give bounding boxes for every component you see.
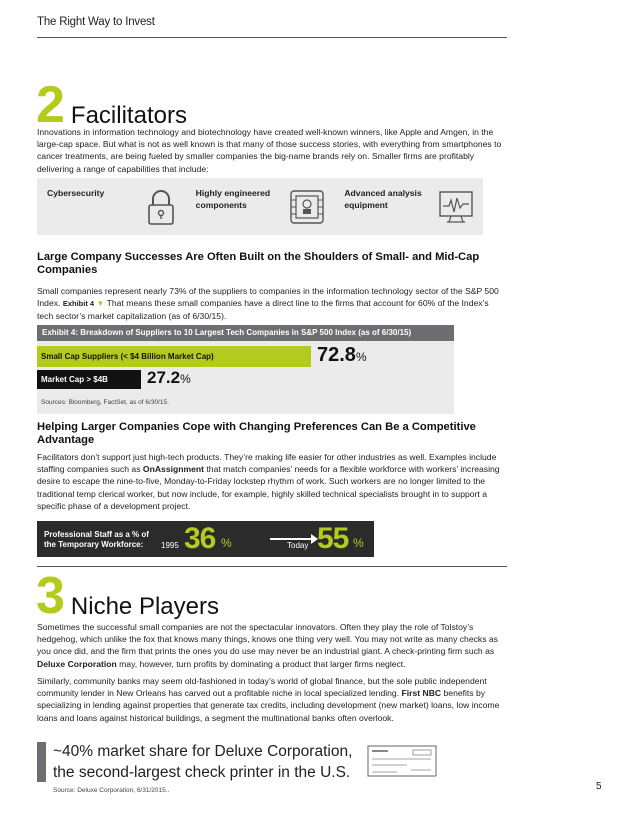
paragraph-text: Sometimes the successful small companies are not the spectacular innovators. Often they play the role of Tolstoy’s hedgehog, which unlike the fox that knows many things, knows one thing very well. You may not write as many checks as you once did, and the firm that prints the ones you do use may never be an industrial giant. A check-printing firm such as: [37, 622, 498, 657]
capability-cybersecurity: [37, 178, 186, 235]
capability-label: Advanced analysis equipment: [344, 188, 422, 210]
stat-1995-value: 36: [184, 522, 216, 555]
paragraph-text: may, however, turn profits by dominating a product that larger firms neglect.: [119, 658, 406, 669]
header-divider: [37, 37, 507, 38]
capability-label: Cybersecurity: [47, 188, 105, 198]
capability-label: Highly engineered components: [195, 188, 271, 210]
capability-components: [186, 178, 335, 235]
paragraph-text: Facilitators don’t support just high-tech products. They’re making life easier for other industries as well. Examples include staffing companies such as: [37, 452, 497, 475]
staff-stat-label: Professional Staff as a % of the Temporary Workforce:: [44, 530, 149, 549]
padlock-icon: [144, 188, 178, 226]
year-1995: 1995: [161, 541, 179, 550]
company-name: First NBC: [401, 688, 442, 699]
stat-today-value: 55: [317, 522, 349, 555]
capability-analysis-equipment: [334, 178, 483, 235]
arrow-right-icon: [270, 538, 314, 540]
capabilities-panel: [37, 178, 483, 235]
check-document-icon: [367, 745, 437, 777]
bar-small-cap: Small Cap Suppliers (< $4 Billion Market Cap): [37, 346, 311, 367]
niche-paragraph-1: [37, 621, 507, 670]
section-number: 3: [36, 567, 63, 625]
paragraph-text: That means these small companies have a direct line to the firms that account for 60% of the Index’s tech sector’s market capitalization (as of 6/30/15).: [37, 298, 489, 322]
subheading-shoulders: Large Company Successes Are Often Built on the Shoulders of Small- and Mid-Cap Companies: [37, 251, 480, 276]
section-title: Facilitators: [70, 102, 187, 129]
section-number: 2: [36, 76, 63, 134]
page-number: 5: [596, 781, 602, 792]
stat-today-unit: %: [353, 536, 364, 550]
paragraph-text: Similarly, community banks may seem old-fashioned in today’s world of global finance, but the sole public independent community lender in New Orleans has carved out a profitable niche in local specialized lending.: [37, 676, 487, 699]
facilitators-intro: Innovations in information technology and biotechnology have created well-known winners, like Apple and Amgen, in the large-cap space. But what is not as well known is that many of those success stories, with everything from smartphones to cancer treatments, are being fueled by smaller companies the big-name brands rely on. Smaller firms are profitably delivering a range of capabilities that include:: [37, 127, 502, 174]
callout-line: the second-largest check printer in the U.S.: [53, 764, 351, 781]
callout-accent-bar: [37, 742, 46, 782]
staff-stat-banner: [37, 521, 374, 557]
value-large-cap: 27.2%: [147, 368, 191, 387]
chip-component-icon: [288, 188, 326, 226]
callout-line: ~40% market share for Deluxe Corporation,: [53, 743, 353, 760]
monitor-waveform-icon: [437, 188, 475, 226]
paragraph-text: benefits by specializing in lending against properties that generate tax credits, including development (new market) loans, low income loans and loans against historical buildings, a segment the multinational banks often overlook.: [37, 688, 500, 723]
exhibit-4-chart: [37, 325, 454, 414]
bar-large-cap: Market Cap > $4B: [37, 370, 141, 389]
section-divider: [37, 566, 507, 567]
exhibit-reference: Exhibit 4: [62, 299, 95, 309]
stat-1995-unit: %: [221, 536, 232, 550]
paragraph-text: Small companies represent nearly 73% of the suppliers to companies in the information technology sector of the S&P 500 Index.: [37, 286, 499, 309]
exhibit-source: Sources: Bloomberg, FactSet, as of 6/30/15.: [41, 399, 169, 406]
section-3-heading: [36, 567, 219, 625]
exhibit-title: Exhibit 4: Breakdown of Suppliers to 10 Largest Tech Companies in S&P 500 Index (as of 6/30/15): [37, 325, 454, 341]
niche-paragraph-2: [37, 675, 507, 724]
value-small-cap: 72.8%: [317, 344, 367, 366]
section-title: Niche Players: [70, 593, 219, 620]
callout-text: [53, 741, 352, 783]
staffing-paragraph: [37, 451, 507, 512]
company-name: Deluxe Corporation: [37, 658, 117, 669]
subheading-preferences: Helping Larger Companies Cope with Changing Preferences Can Be a Competitive Advantage: [37, 421, 476, 446]
year-today: Today: [287, 541, 309, 550]
paragraph-text: that match companies’ needs for a flexible workforce with workers’ increasing desire to escape the nine-to-five, Monday-to-Friday lockstep rhythm of work. Such workers are no longer limited to the traditional temp clerical worker, but now include, for example, highly skilled technical specialists brought in to support a specific phase of a development project.: [37, 464, 500, 511]
section-2-heading: [36, 76, 187, 134]
running-header: The Right Way to Invest: [37, 16, 155, 28]
callout-source: Source: Deluxe Corporation, 6/31/2015..: [53, 787, 170, 794]
triangle-down-icon: ▼: [96, 299, 105, 309]
suppliers-paragraph: [37, 285, 507, 323]
company-name: OnAssignment: [142, 464, 205, 475]
